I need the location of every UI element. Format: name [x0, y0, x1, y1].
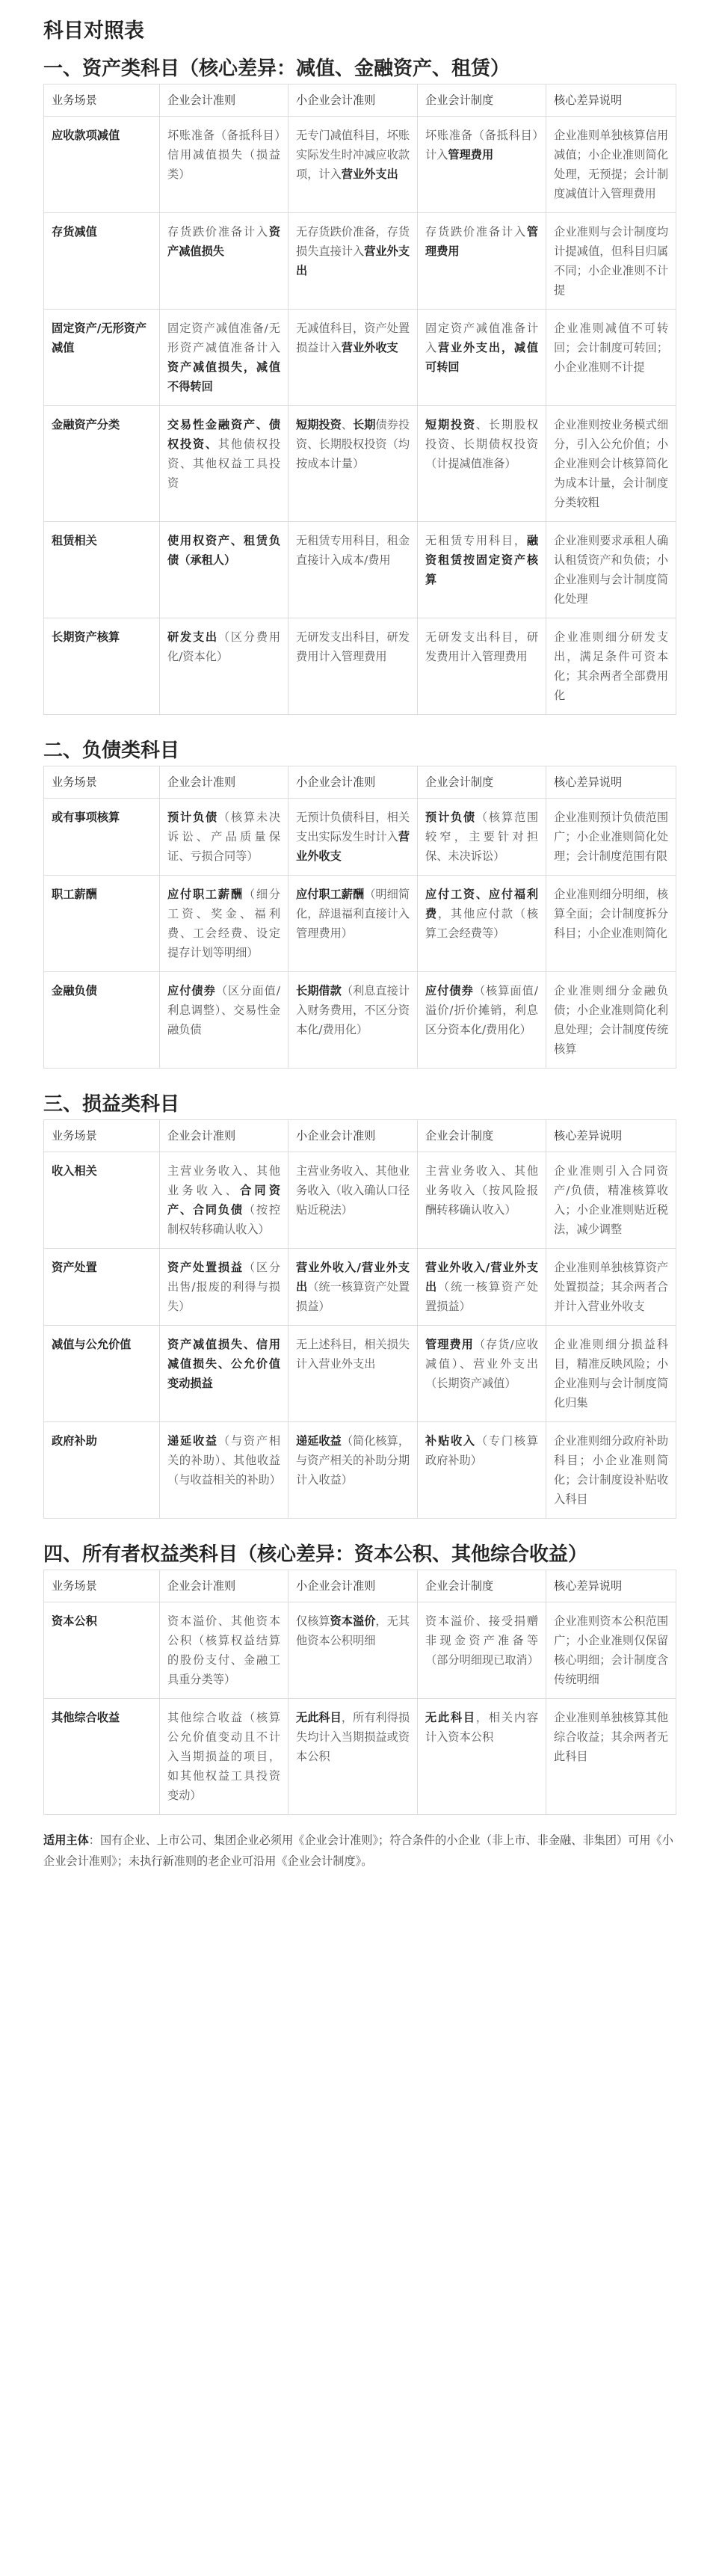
small-enterprise-standard-cell [288, 1249, 418, 1326]
enterprise-system-cell [418, 310, 546, 406]
comparison-table [43, 766, 676, 1069]
text-segment: （统一核算资产处置损益） [425, 1280, 539, 1313]
bold-text-segment: 短期投资 [425, 418, 476, 431]
bold-text-segment: 交易性金融资产、债权投资、 [167, 418, 280, 451]
small-enterprise-standard-cell [288, 972, 418, 1069]
small-enterprise-standard-cell [288, 1326, 418, 1422]
sections-container [43, 54, 676, 1815]
text-segment: 无专门减值科目，坏账实际发生时冲减应收款项，计入 [296, 129, 410, 181]
text-segment: （核算未决诉讼、产品质量保证、亏损合同等） [167, 811, 280, 863]
enterprise-standard-cell [160, 618, 288, 715]
text-segment: （存货/应收减值）、营业外支出（长期资产减值） [425, 1338, 539, 1390]
core-difference-cell [546, 1699, 676, 1815]
table-row [44, 1602, 676, 1699]
bold-text-segment: 研发支出 [167, 630, 218, 644]
column-header: 业务场景 [44, 1120, 160, 1152]
text-segment: 企业准则单独核算资产处置损益；其余两者合并计入营业外收支 [554, 1261, 668, 1313]
enterprise-system-cell [418, 1326, 546, 1422]
table-header-row [44, 1570, 676, 1602]
text-segment: （利息直接计入财务费用，不区分资本化/费用化） [296, 984, 410, 1036]
core-difference-cell [546, 1602, 676, 1699]
enterprise-standard-cell [160, 1249, 288, 1326]
text-segment: （简化核算，与资产相关的补助分期计入收益） [296, 1434, 410, 1487]
enterprise-standard-cell [160, 799, 288, 876]
core-difference-cell [546, 213, 676, 310]
text-segment: 其他债权投资、其他权益工具投资 [167, 437, 280, 490]
text-segment: ，相关内容计入资本公积 [425, 1711, 538, 1744]
core-difference-cell [546, 1422, 676, 1519]
core-difference-cell [546, 1249, 676, 1326]
column-header: 小企业会计准则 [288, 1570, 418, 1602]
column-header: 小企业会计准则 [288, 84, 418, 117]
business-scene-cell: 应收款项减值 [44, 117, 160, 213]
bold-text-segment: 营业外支出，减值可转回 [425, 341, 539, 374]
small-enterprise-standard-cell [288, 618, 418, 715]
bold-text-segment: 营业外收入/营业外支出 [296, 1261, 410, 1294]
small-enterprise-standard-cell [288, 1422, 418, 1519]
enterprise-standard-cell [160, 1602, 288, 1699]
enterprise-standard-cell [160, 522, 288, 618]
column-header: 核心差异说明 [546, 766, 676, 799]
text-segment: （核算范围较窄，主要针对担保、未决诉讼） [425, 811, 538, 863]
table-row [44, 1422, 676, 1519]
text-segment: 主营业务收入、其他业务收入（按风险报酬转移确认收入） [425, 1164, 538, 1217]
enterprise-standard-cell [160, 1326, 288, 1422]
business-scene-cell: 金融资产分类 [44, 406, 160, 522]
table-row [44, 1249, 676, 1326]
table-header-row [44, 84, 676, 117]
text-segment: 无租赁专用科目，租金直接计入成本/费用 [296, 534, 410, 567]
small-enterprise-standard-cell [288, 1602, 418, 1699]
enterprise-system-cell [418, 876, 546, 972]
bold-text-segment: 资产处置损益 [167, 1261, 244, 1274]
comparison-table [43, 84, 676, 715]
small-enterprise-standard-cell [288, 310, 418, 406]
table-row [44, 213, 676, 310]
small-enterprise-standard-cell [288, 406, 418, 522]
enterprise-system-cell [418, 618, 546, 715]
text-segment: 企业准则细分金融负债；小企业准则简化利息处理；会计制度传统核算 [554, 984, 668, 1056]
small-enterprise-standard-cell [288, 522, 418, 618]
note-lead: 适用主体 [43, 1833, 89, 1847]
core-difference-cell [546, 522, 676, 618]
business-scene-cell: 减值与公允价值 [44, 1326, 160, 1422]
text-segment: ，无其他资本公积明细 [296, 1614, 410, 1647]
table-row [44, 1152, 676, 1249]
bold-text-segment: 预计负债 [425, 811, 476, 824]
comparison-table [43, 1119, 676, 1519]
text-segment: 资本溢价、其他资本公积（核算权益结算的股份支付、金融工具重分类等） [167, 1614, 280, 1686]
bold-text-segment: 合同资产、合同负债 [167, 1184, 281, 1217]
core-difference-cell [546, 618, 676, 715]
bold-text-segment: 应付职工薪酬 [296, 888, 365, 901]
column-header: 业务场景 [44, 1570, 160, 1602]
text-segment: 无预计负债科目，相关支出实际发生时计入 [296, 811, 410, 843]
text-segment: 无研发支出科目，研发费用计入管理费用 [425, 630, 538, 663]
business-scene-cell: 收入相关 [44, 1152, 160, 1249]
text-segment: 企业准则预计负债范围广；小企业准则简化处理；会计制度范围有限 [554, 811, 668, 863]
column-header: 核心差异说明 [546, 1120, 676, 1152]
bold-text-segment: 营业外支出 [296, 245, 410, 277]
bold-text-segment: 应付职工薪酬 [167, 888, 244, 901]
core-difference-cell [546, 310, 676, 406]
core-difference-cell [546, 972, 676, 1069]
column-header: 企业会计准则 [160, 84, 288, 117]
text-segment: （细分工资、奖金、福利费、工会经费、设定提存计划等明细） [167, 888, 280, 959]
business-scene-cell: 其他综合收益 [44, 1699, 160, 1815]
table-row [44, 310, 676, 406]
bold-text-segment: 无此科目 [296, 1711, 342, 1724]
core-difference-cell [546, 799, 676, 876]
small-enterprise-standard-cell [288, 876, 418, 972]
text-segment: 企业准则资本公积范围广；小企业准则仅保留核心明细；会计制度含传统明细 [554, 1614, 668, 1686]
text-segment: 、长期股权投资、长期债权投资（计提减值准备） [425, 418, 538, 470]
table-row [44, 799, 676, 876]
enterprise-system-cell [418, 1249, 546, 1326]
text-segment: 存货跌价准备计入 [425, 225, 527, 239]
section-title: 四、所有者权益类科目（核心差异：资本公积、其他综合收益） [43, 1543, 588, 1566]
text-segment: 企业准则要求承租人确认租赁资产和负债；小企业准则与会计制度简化处理 [554, 534, 668, 606]
table-row [44, 876, 676, 972]
small-enterprise-standard-cell [288, 213, 418, 310]
enterprise-standard-cell [160, 1152, 288, 1249]
business-scene-cell: 存货减值 [44, 213, 160, 310]
column-header: 企业会计准则 [160, 1570, 288, 1602]
text-segment: 企业准则细分损益科目，精准反映风险；小企业准则与会计制度简化归集 [554, 1338, 668, 1410]
text-segment: 无研发支出科目，研发费用计入管理费用 [296, 630, 410, 663]
text-segment: （区分出售/报废的利得与损失） [167, 1261, 280, 1313]
text-segment: 企业准则细分明细，核算全面；会计制度拆分科目；小企业准则简化 [554, 888, 668, 940]
small-enterprise-standard-cell [288, 117, 418, 213]
column-header: 企业会计制度 [418, 84, 546, 117]
bold-text-segment: 长期借款 [296, 984, 342, 997]
text-segment: 债券投资、长期股权投资（均按成本计量） [296, 418, 410, 470]
enterprise-standard-cell [160, 213, 288, 310]
business-scene-cell: 职工薪酬 [44, 876, 160, 972]
bold-text-segment: 营业外收支 [341, 341, 398, 354]
bold-text-segment: 递延收益 [167, 1434, 218, 1448]
bold-text-segment: 递延收益 [296, 1434, 342, 1448]
column-header: 企业会计制度 [418, 1120, 546, 1152]
bold-text-segment: 营业外收入/营业外支出 [425, 1261, 538, 1294]
text-segment: 固定资产减值准备/无形资产减值准备计入 [167, 322, 280, 354]
table-header-row [44, 1120, 676, 1152]
table-row [44, 1699, 676, 1815]
text-segment: 主营业务收入、其他业务收入（收入确认口径贴近税法） [296, 1164, 410, 1217]
bold-text-segment: 补贴收入 [425, 1434, 476, 1448]
enterprise-standard-cell [160, 1699, 288, 1815]
core-difference-cell [546, 117, 676, 213]
enterprise-standard-cell [160, 876, 288, 972]
bold-text-segment: 应付债券 [167, 984, 216, 997]
core-difference-cell [546, 876, 676, 972]
bold-text-segment: 营业外收支 [296, 830, 410, 863]
text-segment: 企业准则减值不可转回；会计制度可转回；小企业准则不计提 [554, 322, 668, 374]
text-segment: （明细简化，辞退福利直接计入管理费用） [296, 888, 410, 940]
small-enterprise-standard-cell [288, 1152, 418, 1249]
table-row [44, 972, 676, 1069]
column-header: 企业会计准则 [160, 1120, 288, 1152]
bold-text-segment: 长期 [353, 418, 376, 431]
table-header-row [44, 766, 676, 799]
text-segment: 无租赁专用科目， [425, 534, 527, 547]
text-segment: 企业准则单独核算信用减值；小企业准则简化处理，无预提；会计制度减值计入管理费用 [554, 129, 668, 200]
enterprise-standard-cell [160, 972, 288, 1069]
enterprise-system-cell [418, 522, 546, 618]
text-segment: （按控制权转移确认收入） [167, 1203, 280, 1236]
column-header: 小企业会计准则 [288, 1120, 418, 1152]
text-segment: 固定资产减值准备计入 [425, 322, 538, 354]
core-difference-cell [546, 406, 676, 522]
business-scene-cell: 金融负债 [44, 972, 160, 1069]
enterprise-standard-cell [160, 406, 288, 522]
text-segment: 、 [341, 418, 354, 431]
business-scene-cell: 固定资产/无形资产减值 [44, 310, 160, 406]
bold-text-segment: 资产减值损失，减值不得转回 [167, 360, 280, 393]
text-segment: 无上述科目，相关损失计入营业外支出 [296, 1338, 410, 1371]
enterprise-system-cell [418, 799, 546, 876]
text-segment: 主营业务收入、其他业务收入、 [167, 1164, 280, 1197]
text-segment: 存货跌价准备计入 [167, 225, 269, 239]
bold-text-segment: 融资租赁按固定资产核算 [425, 534, 538, 586]
bold-text-segment: 应付债券 [425, 984, 474, 997]
section-title: 二、负债类科目 [43, 740, 180, 762]
column-header: 核心差异说明 [546, 84, 676, 117]
section-title: 一、资产类科目（核心差异：减值、金融资产、租赁） [43, 58, 510, 80]
bold-text-segment: 资产减值损失、信用减值损失、公允价值变动损益 [167, 1338, 280, 1390]
enterprise-system-cell [418, 1699, 546, 1815]
bold-text-segment: 管理费用 [448, 148, 494, 162]
section-title: 三、损益类科目 [43, 1093, 180, 1116]
bold-text-segment: 资产减值损失 [167, 225, 280, 258]
text-segment: 企业准则细分政府补助科目；小企业准则简化；会计制度设补贴收入科目 [554, 1434, 668, 1506]
text-segment: （核算面值/溢价/折价摊销，利息区分资本化/费用化） [425, 984, 539, 1036]
enterprise-standard-cell [160, 117, 288, 213]
small-enterprise-standard-cell [288, 799, 418, 876]
text-segment: （与资产相关的补助）、其他收益（与收益相关的补助） [167, 1434, 281, 1487]
text-segment: 无存货跌价准备，存货损失直接计入 [296, 225, 410, 258]
bold-text-segment: 资本溢价 [330, 1614, 376, 1628]
text-segment: （区分面值/利息调整）、交易性金融负债 [167, 984, 281, 1036]
column-header: 企业会计准则 [160, 766, 288, 799]
enterprise-system-cell [418, 1422, 546, 1519]
bold-text-segment: 预计负债 [167, 811, 218, 824]
enterprise-system-cell [418, 1152, 546, 1249]
bold-text-segment: 无此科目 [425, 1711, 476, 1724]
text-segment: （专门核算政府补助） [425, 1434, 538, 1467]
text-segment: 企业准则按业务模式细分，引入公允价值；小企业准则会计核算简化为成本计量，会计制度分类较粗 [554, 418, 668, 509]
enterprise-system-cell [418, 117, 546, 213]
text-segment: 资本溢价、接受捐赠非现金资产准备等（部分明细现已取消） [425, 1614, 539, 1667]
bold-text-segment: 管理费用 [425, 1338, 474, 1351]
enterprise-system-cell [418, 972, 546, 1069]
applicable-subjects-note [43, 1830, 676, 1872]
text-segment: 无减值科目，资产处置损益计入 [296, 322, 410, 354]
core-difference-cell [546, 1326, 676, 1422]
text-segment: ，其他应付款（核算工会经费等） [425, 907, 539, 940]
column-header: 业务场景 [44, 766, 160, 799]
text-segment: 企业准则与会计制度均计提减值，但科目归属不同；小企业准则不计提 [554, 225, 668, 297]
column-header: 企业会计制度 [418, 766, 546, 799]
text-segment: 其他综合收益（核算公允价值变动且不计入当期损益的项目，如其他权益工具投资变动） [167, 1711, 280, 1802]
enterprise-system-cell [418, 406, 546, 522]
text-segment: ，所有利得损失均计入当期损益或资本公积 [296, 1711, 410, 1763]
enterprise-standard-cell [160, 310, 288, 406]
business-scene-cell: 政府补助 [44, 1422, 160, 1519]
business-scene-cell: 资本公积 [44, 1602, 160, 1699]
column-header: 业务场景 [44, 84, 160, 117]
text-segment: （统一核算资产处置损益） [296, 1280, 410, 1313]
page-title: 科目对照表 [43, 19, 144, 43]
bold-text-segment: 营业外支出 [341, 167, 398, 181]
note-text: ：国有企业、上市公司、集团企业必须用《企业会计准则》；符合条件的小企业（非上市、非金融、非集团）可用《小企业会计准则》；未执行新准则的老企业可沿用《企业会计制度》。 [43, 1833, 673, 1868]
table-row [44, 618, 676, 715]
enterprise-system-cell [418, 1602, 546, 1699]
text-segment: 坏账准备（备抵科目）计入 [425, 129, 538, 162]
column-header: 核心差异说明 [546, 1570, 676, 1602]
core-difference-cell [546, 1152, 676, 1249]
table-row [44, 117, 676, 213]
text-segment: （区分费用化/资本化） [167, 630, 280, 663]
text-segment: 仅核算 [296, 1614, 330, 1628]
table-row [44, 1326, 676, 1422]
table-row [44, 522, 676, 618]
small-enterprise-standard-cell [288, 1699, 418, 1815]
text-segment: 企业准则引入合同资产/负债，精准核算收入；小企业准则贴近税法，减少调整 [554, 1164, 668, 1236]
comparison-table [43, 1570, 676, 1815]
business-scene-cell: 长期资产核算 [44, 618, 160, 715]
bold-text-segment: 使用权资产、租赁负债（承租人） [167, 534, 280, 567]
enterprise-standard-cell [160, 1422, 288, 1519]
column-header: 企业会计制度 [418, 1570, 546, 1602]
text-segment: 企业准则细分研发支出，满足条件可资本化；其余两者全部费用化 [554, 630, 668, 702]
column-header: 小企业会计准则 [288, 766, 418, 799]
bold-text-segment: 应付工资、应付福利费 [425, 888, 538, 920]
bold-text-segment: 管理费用 [425, 225, 538, 258]
text-segment: 企业准则单独核算其他综合收益；其余两者无此科目 [554, 1711, 668, 1763]
business-scene-cell: 或有事项核算 [44, 799, 160, 876]
bold-text-segment: 短期投资 [296, 418, 342, 431]
table-row [44, 406, 676, 522]
enterprise-system-cell [418, 213, 546, 310]
business-scene-cell: 租赁相关 [44, 522, 160, 618]
text-segment: 坏账准备（备抵科目）信用减值损失（损益类） [167, 129, 280, 181]
business-scene-cell: 资产处置 [44, 1249, 160, 1326]
